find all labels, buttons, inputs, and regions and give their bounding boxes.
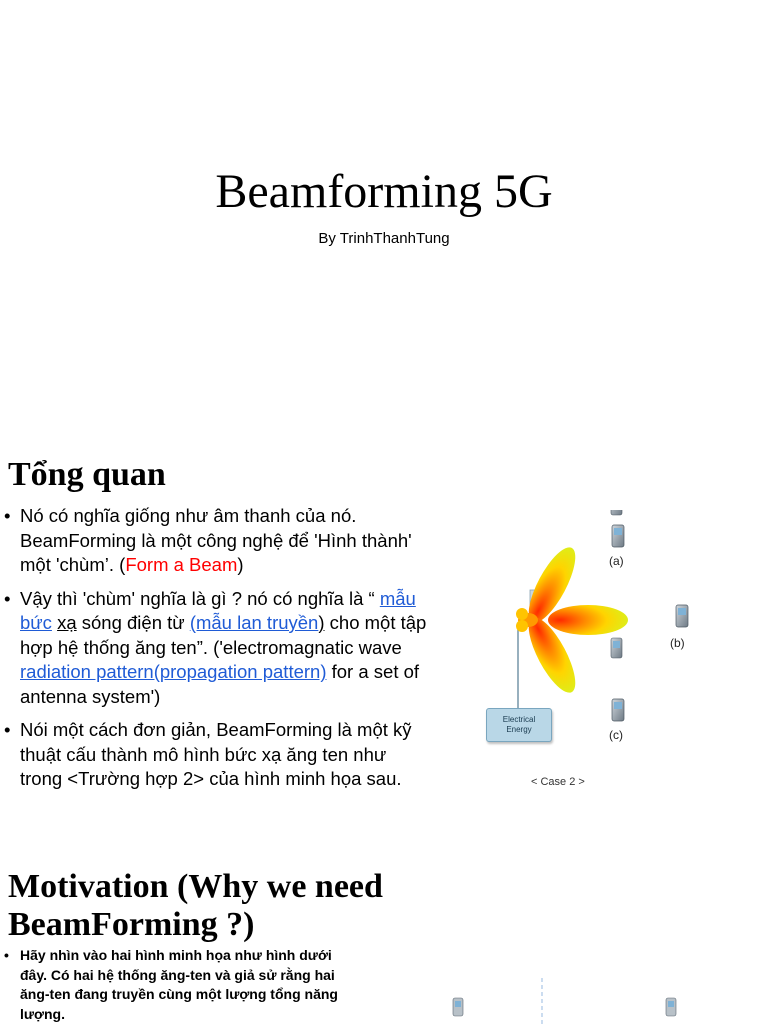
overview-bullet-2: [0, 587, 430, 710]
overview-bullet-1: [0, 504, 430, 578]
bullet-2-underlined-paren: ): [318, 612, 325, 633]
motivation-slide: [0, 860, 768, 1024]
phone-b: [672, 604, 692, 630]
phone-a: [608, 524, 628, 550]
bullet-1-text: Nó có nghĩa giống như âm thanh của nó. BeamForming là một công nghệ để 'Hình thành' một 'chùm’. (: [20, 505, 412, 575]
phone-b-graphic-icon: [672, 604, 692, 630]
side-lobe-small: [516, 608, 528, 620]
phone-label-c: (c): [609, 728, 623, 742]
main-lobe-right: [548, 605, 628, 635]
radiation-pattern-link[interactable]: mẫu bức: [20, 587, 416, 633]
bullet-2-underlined-word: xạ: [57, 612, 77, 633]
energy-label-line-2: Energy: [506, 725, 532, 734]
phone-label-a: (a): [609, 554, 624, 568]
bullet-2-text-3: cho một tập hợp hệ thống ăng ten”. ('electromagnatic wave: [20, 612, 427, 658]
propagation-pattern-link[interactable]: (mẫu lan truyền: [189, 612, 319, 633]
phone-c-icon: [611, 638, 622, 658]
motivation-heading: Motivation (Why we need BeamForming ?): [8, 868, 383, 943]
phone-c-graphic-icon: [608, 698, 628, 724]
bullet-2-text-2: sóng điện từ: [76, 612, 190, 633]
motivation-bullet-list: [0, 946, 340, 1024]
radiation-pattern-en-link[interactable]: radiation pattern(propagation pattern): [20, 661, 327, 682]
beam-pattern-figure: [470, 510, 670, 790]
title-slide: [0, 0, 768, 420]
beam-pattern-diagram: [470, 510, 670, 790]
overview-heading: Tổng quan: [8, 456, 166, 493]
author-subtitle: By TrinhThanhTung: [318, 230, 450, 247]
phone-a-graphic-icon: [608, 524, 628, 550]
overview-slide: [0, 440, 768, 860]
phone-label-b: (b): [670, 636, 685, 650]
form-a-beam-highlight: Form a Beam: [125, 554, 238, 575]
left-phone-icon: [453, 998, 463, 1016]
overview-bullet-list: [0, 504, 430, 801]
energy-label-line-1: Electrical: [502, 715, 536, 724]
motivation-bullet-1: • Hãy nhìn vào hai hình minh họa như hình dưới đây. Có hai hệ thống ăng-ten và giả sử rằng hai ăng-ten đang truyền cùng một lượng tổng năng lượng.: [0, 946, 340, 1024]
bullet-1-close: ): [237, 554, 244, 575]
side-lobe-small-2: [516, 620, 528, 632]
right-phone-icon: [666, 998, 676, 1016]
phone-c: [608, 698, 628, 724]
antenna-comparison-diagram: [440, 972, 700, 1024]
figure-caption: < Case 2 >: [531, 776, 585, 788]
phone-a-icon: [611, 510, 622, 515]
page-title: Beamforming 5G: [215, 165, 553, 218]
bullet-2-text: Vậy thì 'chùm' nghĩa là gì ? nó có nghĩa là “: [20, 587, 380, 609]
electrical-energy-box: [486, 708, 552, 742]
overview-bullet-3: • Nói một cách đơn giản, BeamForming là một kỹ thuật cấu thành mô hình bức xạ ăng ten như trong <Trường hợp 2> của hình minh họa sau.: [0, 718, 430, 792]
bullet-2-text-4: for a set of antenna system'): [20, 661, 420, 707]
